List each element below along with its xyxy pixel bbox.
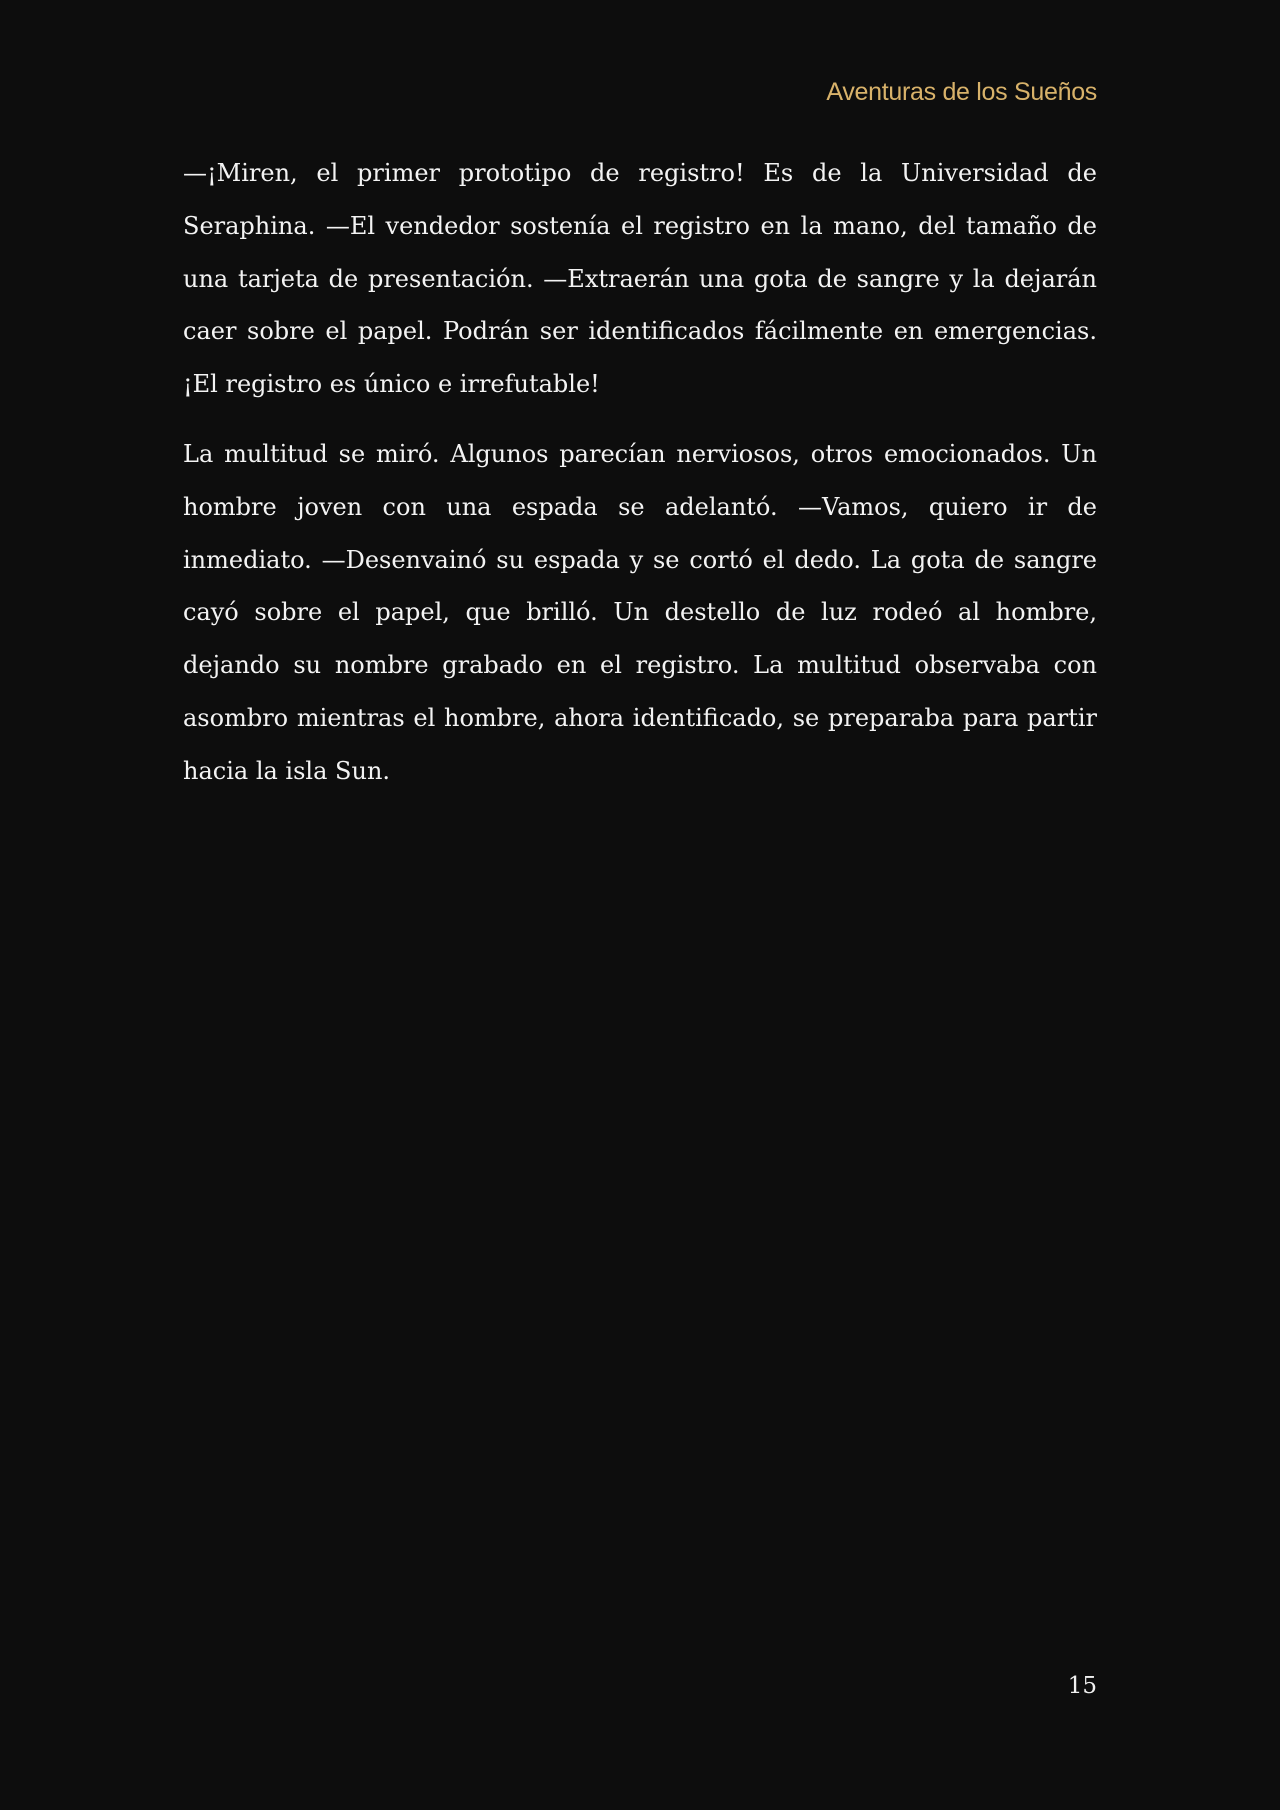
paragraph-2: La multitud se miró. Algunos parecían nerviosos, otros emocionados. Un hombre joven con una espada se adelantó. —Vamos, quiero ir de inmediato. —Desenvainó su espada y se cortó el dedo. La gota de sangre cayó sobre el papel, que brilló. Un destello de luz rodeó al hombre, dejando su nombre grabado en el registro. La multitud observaba con asombro mientras el hombre, ahora identificado, se preparaba para partir hacia la isla Sun. — [183, 439, 1097, 785]
paragraph-1: —¡Miren, el primer prototipo de registro! Es de la Universidad de Seraphina. —El vendedor sostenía el registro en la mano, del tamaño de una tarjeta de presentación. —Extraerán una gota de sangre y la dejarán caer sobre el papel. Podrán ser identificados fácilmente en emergencias. ¡El registro es único e irrefutable! — [183, 159, 1097, 399]
page-body — [183, 147, 1097, 815]
running-header-title: Aventuras de los Sueños — [826, 78, 1097, 106]
page-number: 15 — [1067, 1673, 1097, 1699]
